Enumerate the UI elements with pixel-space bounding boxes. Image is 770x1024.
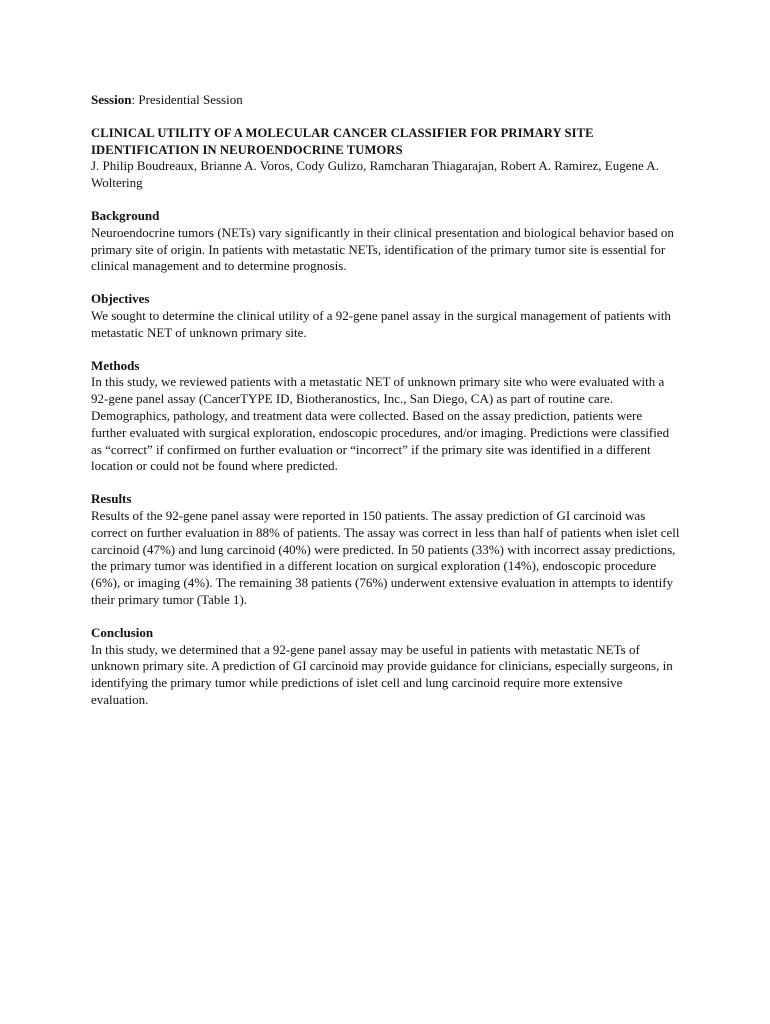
section-heading: Conclusion: [91, 624, 154, 640]
section-background: [91, 208, 680, 275]
session-separator: :: [131, 92, 139, 107]
section-heading: Methods: [91, 357, 140, 373]
section-text: Results of the 92-gene panel assay were reported in 150 patients. The assay prediction of GI carcinoid was correct on further evaluation in 88% of patients. The assay was correct in less than half of patients when islet cell carcinoid (47%) and lung carcinoid (40%) were predicted. In 50 patients (33%) with incorrect assay predictions, the primary tumor was identified in a different location on surgical exploration (14%), endoscopic procedure (6%), or imaging (4%). The remaining 38 patients (76%) underwent extensive evaluation in attempts to identify their primary tumor (Table 1).: [91, 507, 680, 607]
session-line: [91, 92, 680, 109]
abstract-title: CLINICAL UTILITY OF A MOLECULAR CANCER CLASSIFIER FOR PRIMARY SITE IDENTIFICATION IN NEUROENDOCRINE TUMORS: [91, 125, 594, 157]
section-objectives: [91, 291, 680, 341]
section-methods: [91, 358, 680, 476]
section-heading: Objectives: [91, 291, 150, 307]
section-heading: Background: [91, 207, 160, 223]
section-text: In this study, we determined that a 92-gene panel assay may be useful in patients with metastatic NETs of unknown primary site. A prediction of GI carcinoid may provide guidance for clinicians, especially surgeons, in identifying the primary tumor while predictions of islet cell and lung carcinoid require more extensive evaluation.: [91, 641, 673, 707]
section-results: [91, 491, 680, 609]
session-label: Session: [91, 92, 132, 107]
section-conclusion: [91, 625, 680, 709]
session-value: Presidential Session: [138, 92, 243, 107]
section-heading: Results: [91, 491, 132, 507]
section-text: We sought to determine the clinical utility of a 92-gene panel assay in the surgical management of patients with metastatic NET of unknown primary site.: [91, 307, 671, 340]
author-list: J. Philip Boudreaux, Brianne A. Voros, Cody Gulizo, Ramcharan Thiagarajan, Robert A. Ramirez, Eugene A. Woltering: [91, 158, 659, 191]
section-text: In this study, we reviewed patients with a metastatic NET of unknown primary site who were evaluated with a 92-gene panel assay (CancerTYPE ID, Biotheranostics, Inc., San Diego, CA) as part of routine care. Demographics, pathology, and treatment data were collected. Based on the assay prediction, patients were further evaluated with surgical exploration, endoscopic procedures, and/or imaging. Predictions were classified as “correct” if confirmed on further evaluation or “incorrect” if the primary site was identified in a different location or could not be found where predicted.: [91, 374, 670, 474]
section-text: Neuroendocrine tumors (NETs) vary significantly in their clinical presentation and biological behavior based on primary site of origin. In patients with metastatic NETs, identification of the primary tumor site is essential for clinical management and to determine prognosis.: [91, 224, 674, 274]
